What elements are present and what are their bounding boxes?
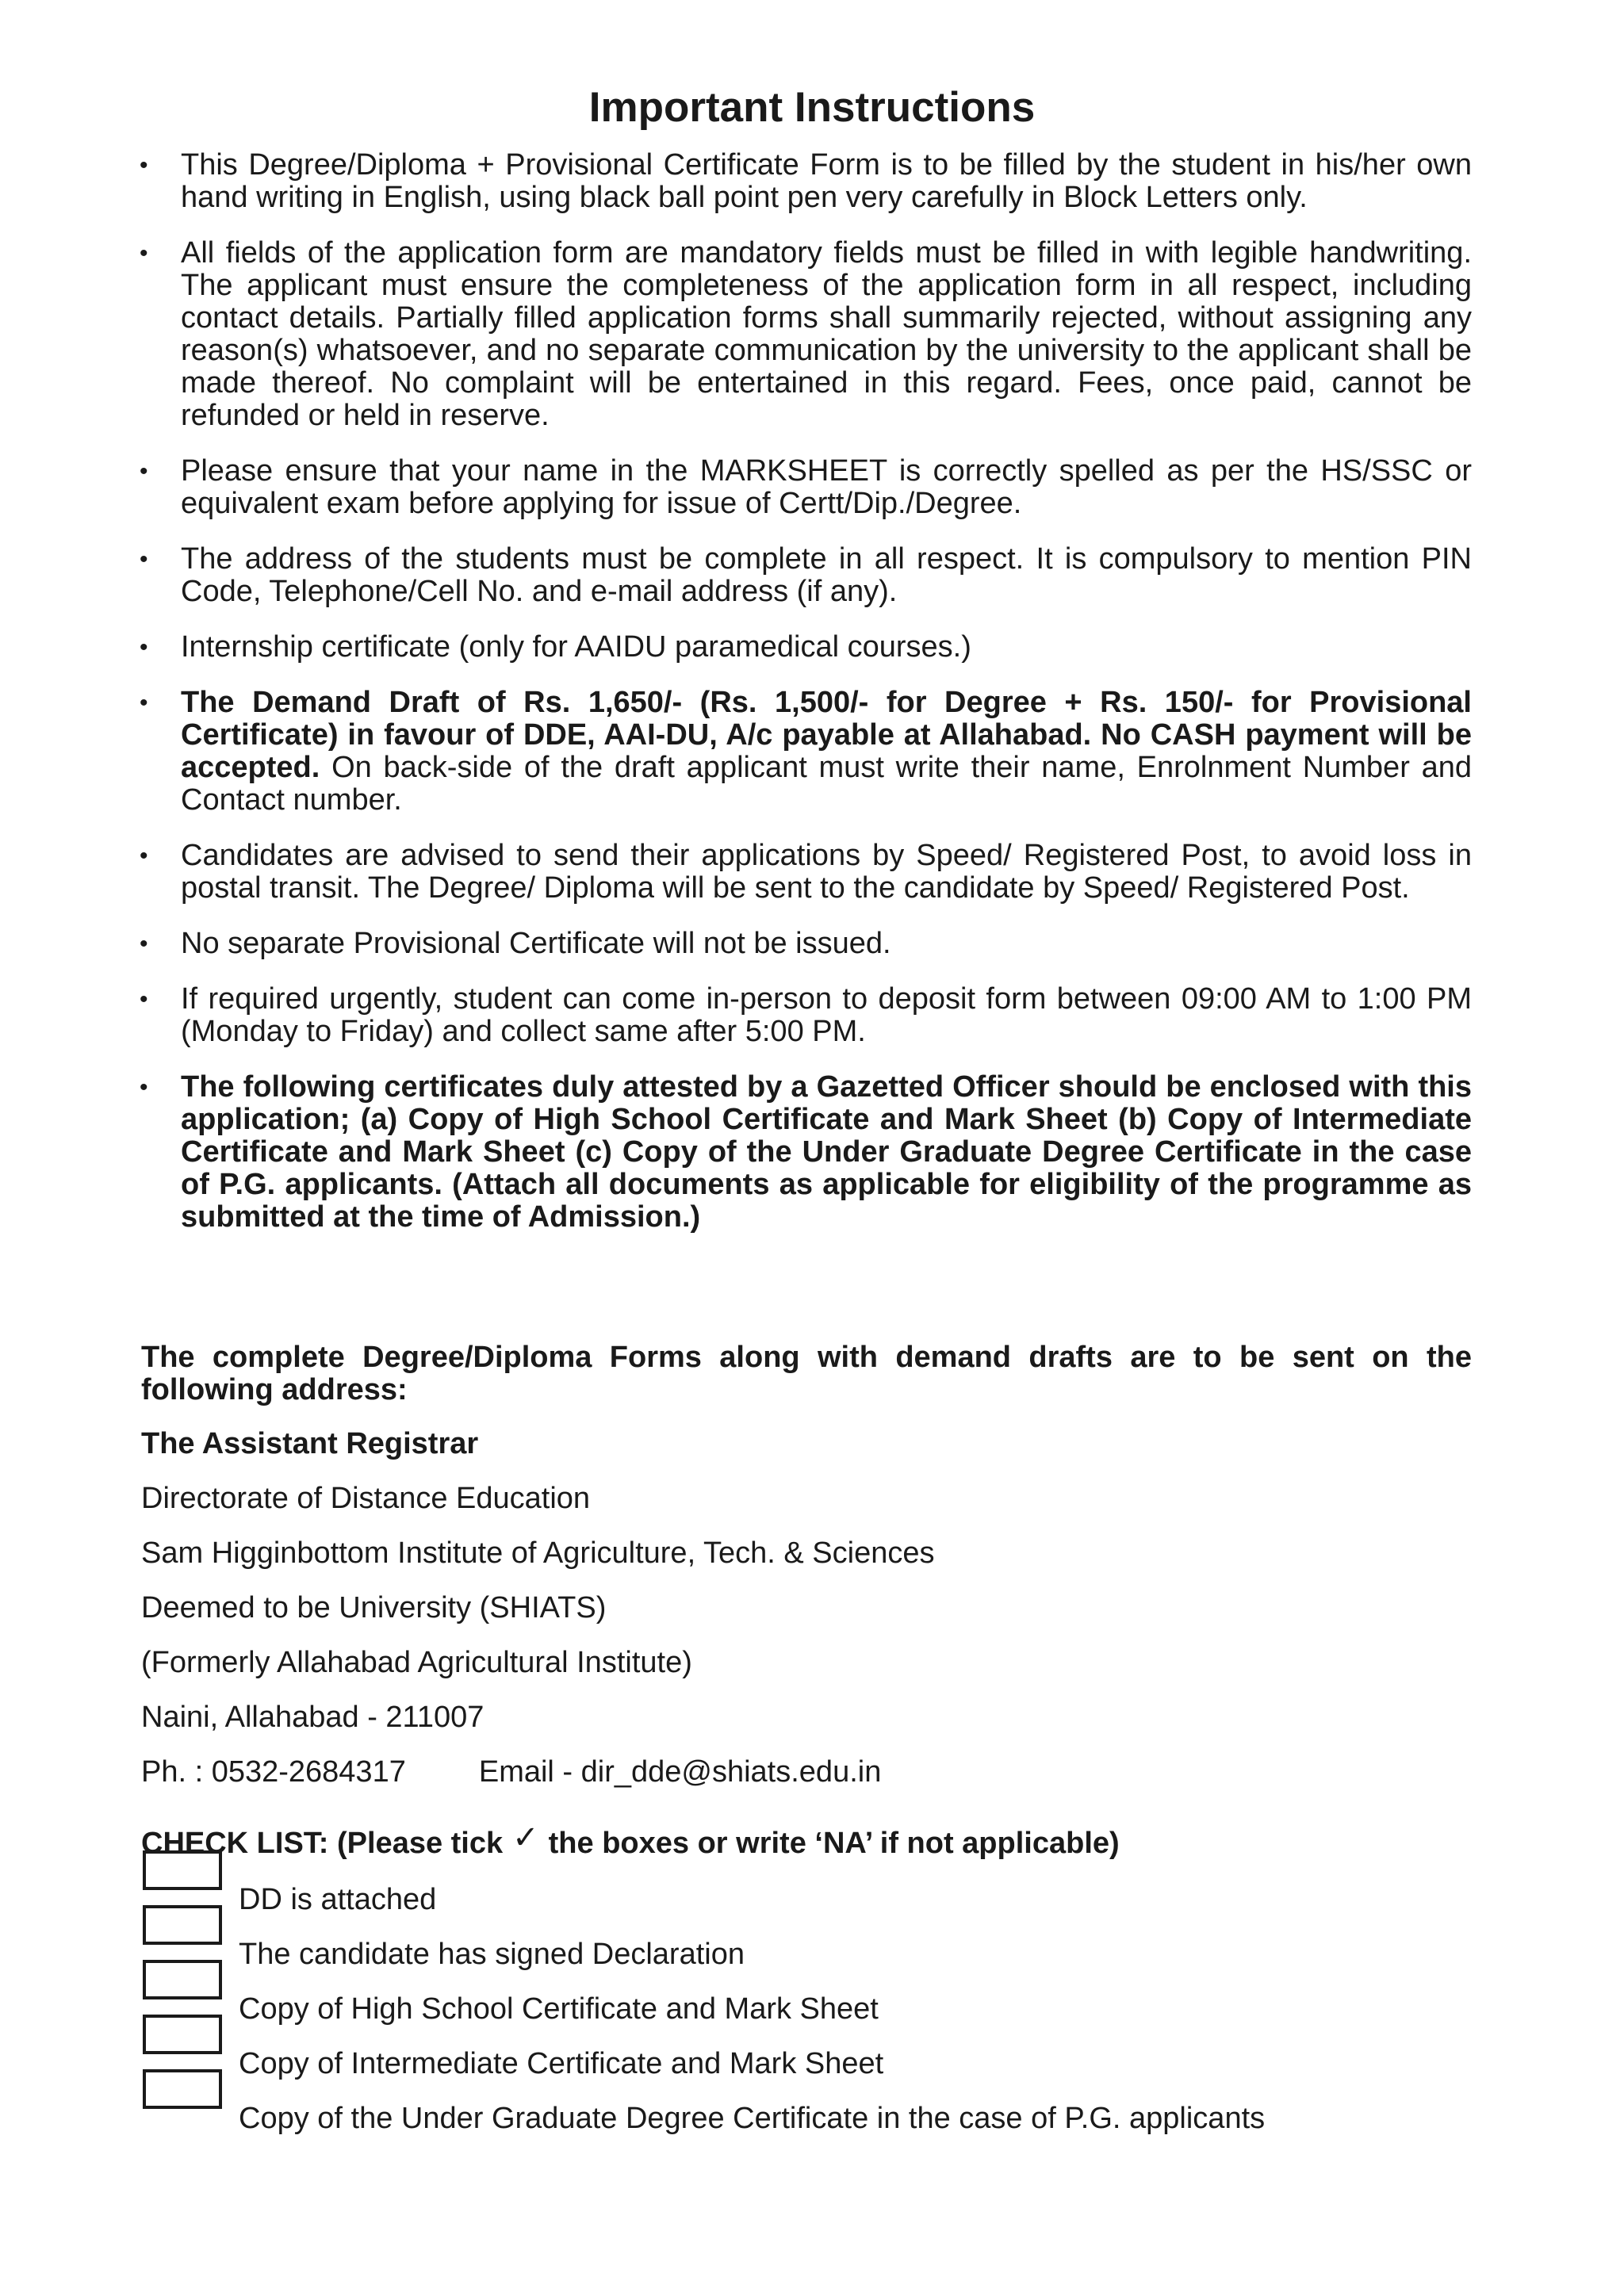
checklist-item: DD is attached: [239, 1883, 437, 1916]
instruction-item: [140, 840, 1472, 905]
mailing-address: [141, 1341, 1472, 1811]
checkbox-ug-degree-certificate[interactable]: [143, 2069, 222, 2109]
instruction-item: [140, 687, 1472, 817]
instruction-bold-text: The Demand Draft of Rs. 1,650/- (Rs. 1,500/- for Degree + Rs. 150/- for Provisional Certificate) in favour of DDE, AAI-DU, A/c payable at Allahabad. No CASH payment will be accepted.: [181, 686, 1472, 784]
phone-number: Ph. : 0532-2684317: [141, 1755, 406, 1789]
email-address: Email - dir_dde@shiats.edu.in: [478, 1755, 882, 1789]
instruction-item: [140, 631, 1472, 664]
address-recipient: The Assistant Registrar: [141, 1427, 479, 1460]
address-line: Directorate of Distance Education: [141, 1482, 591, 1515]
instruction-text: If required urgently, student can come in-person to deposit form between 09:00 AM to 1:00 PM (Monday to Friday) and collect same after 5:00 PM.: [181, 982, 1472, 1048]
checkmark-icon: ✓: [512, 1820, 539, 1855]
page-title: Important Instructions: [588, 84, 1036, 131]
instruction-item: [140, 543, 1472, 608]
instruction-item: [140, 237, 1472, 432]
instruction-text: Please ensure that your name in the MARKSHEET is correctly spelled as per the HS/SSC or equivalent exam before applying for issue of Certt/Dip./Degree.: [181, 454, 1472, 520]
instruction-text: Internship certificate (only for AAIDU paramedical courses.): [181, 630, 971, 664]
address-line: Naini, Allahabad - 211007: [141, 1701, 485, 1734]
instruction-bold-text: The following certificates duly attested by a Gazetted Officer should be enclosed with this application; (a) Copy of High School Certificate and Mark Sheet (b) Copy of Intermediate Certificate and Mark Sheet (c) Copy of the Under Graduate Degree Certificate in the case of P.G. applicants. (Attach all documents as applicable for eligibility of the programme as submitted at the time of Admission.): [181, 1070, 1472, 1234]
instruction-text: This Degree/Diploma + Provisional Certificate Form is to be filled by the student in his/her own hand writing in English, using black ball point pen very carefully in Block Letters only.: [181, 148, 1472, 214]
checkbox-declaration-signed[interactable]: [143, 1905, 222, 1945]
checklist-title: [141, 1820, 1489, 1861]
checklist-item: Copy of High School Certificate and Mark Sheet: [239, 1992, 879, 2026]
instruction-item: [140, 1071, 1472, 1234]
checklist-title-start: CHECK LIST: (Please tick: [141, 1827, 504, 1860]
instruction-text: No separate Provisional Certificate will not be issued.: [181, 927, 891, 960]
checklist-title-end: the boxes or write ‘NA’ if not applicable): [548, 1827, 1120, 1860]
checklist-items: [239, 1882, 1265, 2156]
instruction-item: [140, 455, 1472, 520]
instruction-text: All fields of the application form are mandatory fields must be filled in with legible handwriting. The applicant must ensure the completeness of the application form in all respect, including contact details. Partially filled application forms shall summarily rejected, without assigning any reason(s) whatsoever, and no separate communication by the university to the applicant shall be made thereof. No complaint will be entertained in this regard. Fees, once paid, cannot be refunded or held in reserve.: [181, 236, 1472, 432]
instruction-text: On back-side of the draft applicant must write their name, Enrolnment Number and Contact number.: [181, 751, 1472, 817]
instruction-item: [140, 983, 1472, 1048]
address-line: Deemed to be University (SHIATS): [141, 1591, 607, 1624]
instruction-item: [140, 149, 1472, 214]
instruction-text: Candidates are advised to send their applications by Speed/ Registered Post, to avoid loss in postal transit. The Degree/ Diploma will be sent to the candidate by Speed/ Registered Post.: [181, 839, 1472, 905]
address-line: Sam Higginbottom Institute of Agriculture, Tech. & Sciences: [141, 1536, 935, 1570]
address-intro: The complete Degree/Diploma Forms along with demand drafts are to be sent on the following address:: [141, 1341, 1472, 1406]
checkbox-dd-attached[interactable]: [143, 1850, 222, 1890]
instructions-list: [140, 149, 1472, 1257]
checkbox-intermediate-certificate[interactable]: [143, 2015, 222, 2054]
checklist-item: The candidate has signed Declaration: [239, 1938, 745, 1971]
checklist-item: Copy of Intermediate Certificate and Mark Sheet: [239, 2047, 884, 2080]
contact-line: [141, 1756, 1472, 1789]
instruction-item: [140, 928, 1472, 960]
checklist-heading: [141, 1820, 1489, 1861]
instruction-text: The address of the students must be complete in all respect. It is compulsory to mention PIN Code, Telephone/Cell No. and e-mail address (if any).: [181, 542, 1472, 608]
address-line: (Formerly Allahabad Agricultural Institute): [141, 1646, 692, 1679]
checklist-boxes: [143, 1850, 222, 2124]
checkbox-high-school-certificate[interactable]: [143, 1960, 222, 1999]
checklist-item: Copy of the Under Graduate Degree Certificate in the case of P.G. applicants: [239, 2102, 1266, 2135]
